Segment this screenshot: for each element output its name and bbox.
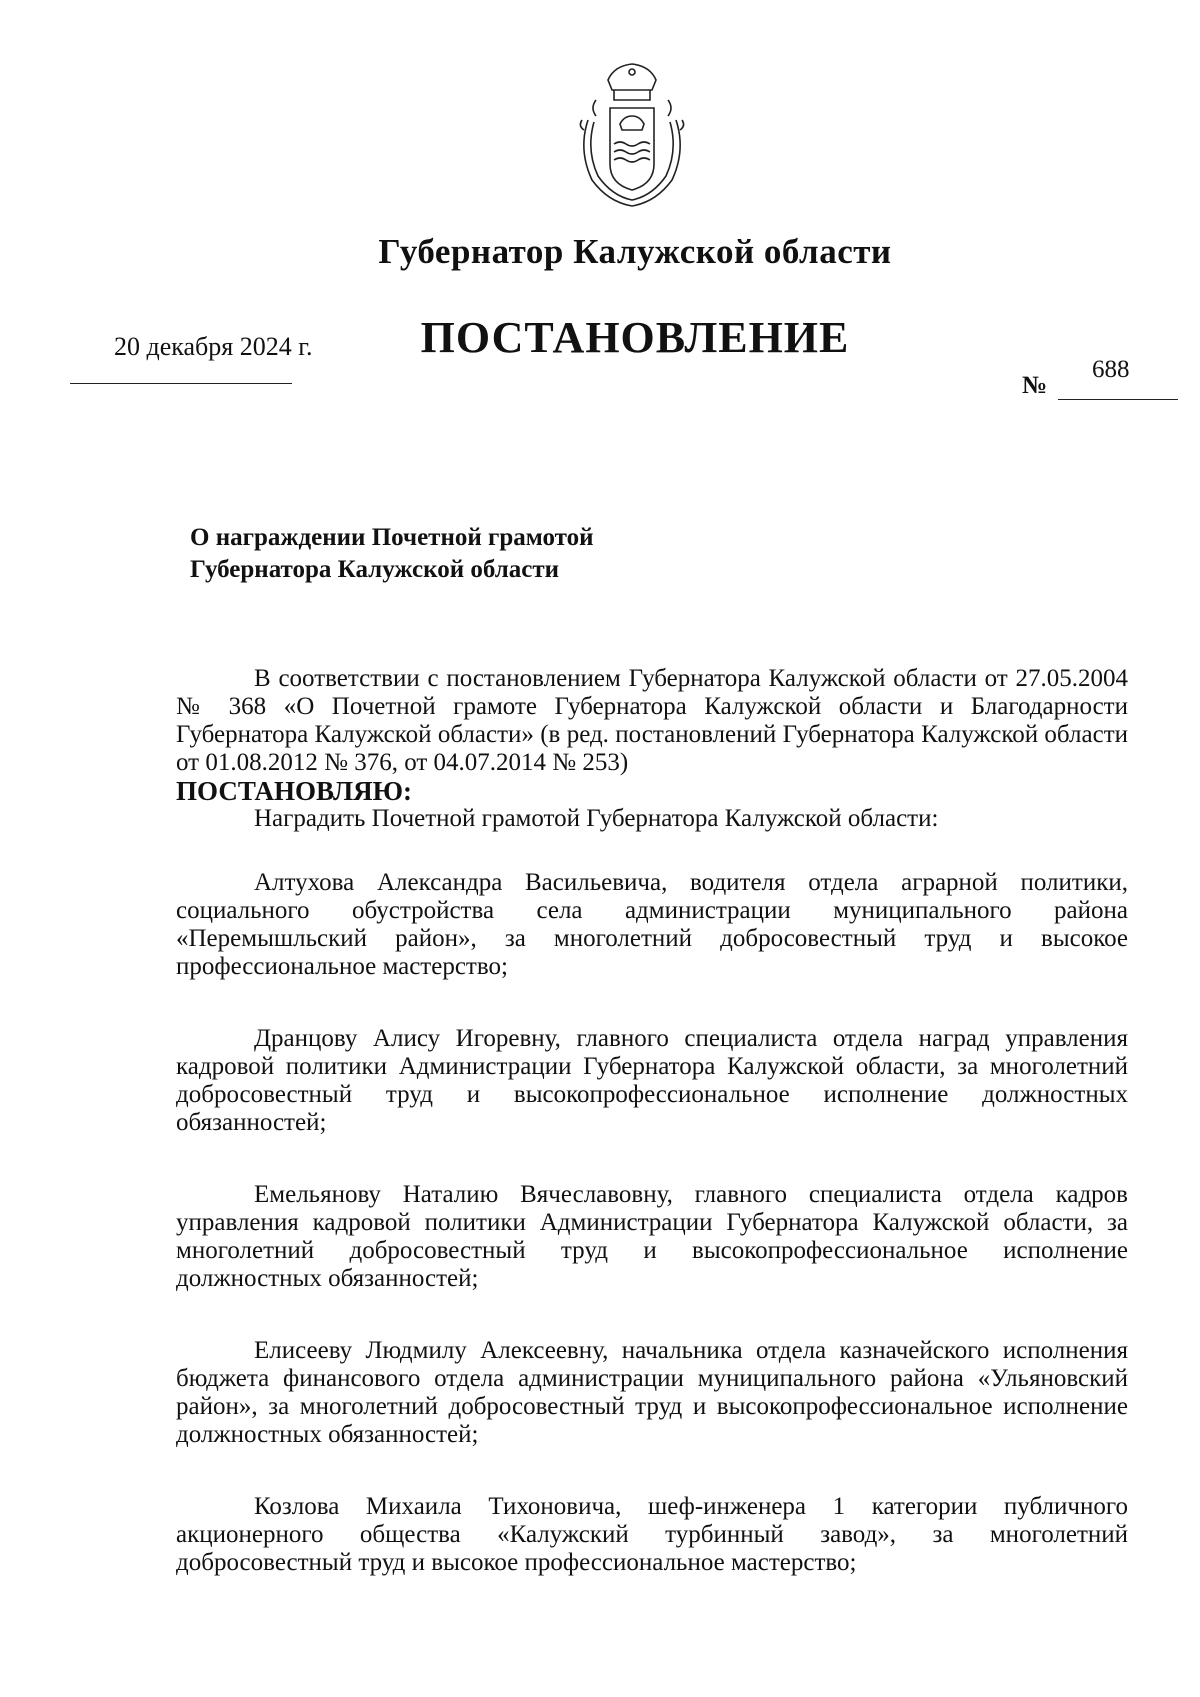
award-intro: Наградить Почетной грамотой Губернатора Калужской области: <box>254 805 939 832</box>
subject-line-1: О награждении Почетной грамотой <box>190 524 594 551</box>
number-label: № <box>1022 372 1048 399</box>
authority-title: Губернатор Калужской области <box>378 232 892 271</box>
preamble-paragraph: В соответствии с постановлением Губернатора Калужской области от 27.05.2004 № 368 «О Почетной грамоте Губернатора Калужской области и Благодарности Губернатора Калужской области» (в ред. постановлений Губернатора Калужской области от 01.08.2012 № 376, от 04.07.2014 № 253) <box>176 665 1128 776</box>
award-item: Елисееву Людмилу Алексеевну, начальника отдела казначейского исполнения бюджета финансового отдела администрации муниципального района «Ульяновский район», за многолетний добросовестный труд и высокопрофессиональное исполнение должностных обязанностей; <box>176 1337 1128 1448</box>
number-underline <box>1058 399 1178 400</box>
document-body <box>176 665 1128 1621</box>
decree-word: ПОСТАНОВЛЯЮ: <box>176 776 412 806</box>
award-item: Козлова Михаила Тихоновича, шеф-инженера 1 категории публичного акционерного общества «Калужский турбинный завод», за многолетний добросовестный труд и высокое профессиональное мастерство; <box>176 1493 1128 1576</box>
document-type-title: ПОСТАНОВЛЕНИЕ <box>420 313 850 362</box>
award-item: Дранцову Алису Игоревну, главного специалиста отдела наград управления кадровой политики Администрации Губернатора Калужской области, за многолетний добросовестный труд и высокопрофессиональное исполнение должностных обязанностей; <box>176 1025 1128 1136</box>
document-subject <box>190 522 594 586</box>
document-number: 688 <box>1092 356 1130 383</box>
coat-of-arms-icon <box>574 60 690 210</box>
document-date: 20 декабря 2024 г. <box>114 332 313 361</box>
date-underline <box>70 383 292 384</box>
award-item: Емельянову Наталию Вячеславовну, главного специалиста отдела кадров управления кадровой политики Администрации Губернатора Калужской области, за многолетний добросовестный труд и высокопрофессиональное исполнение должностных обязанностей; <box>176 1181 1128 1292</box>
award-item: Алтухова Александра Васильевича, водителя отдела аграрной политики, социального обустройства села администрации муниципального района «Перемышльский район», за многолетний добросовестный труд и высокое профессиональное мастерство; <box>176 869 1128 980</box>
subject-line-2: Губернатора Калужской области <box>190 556 560 583</box>
